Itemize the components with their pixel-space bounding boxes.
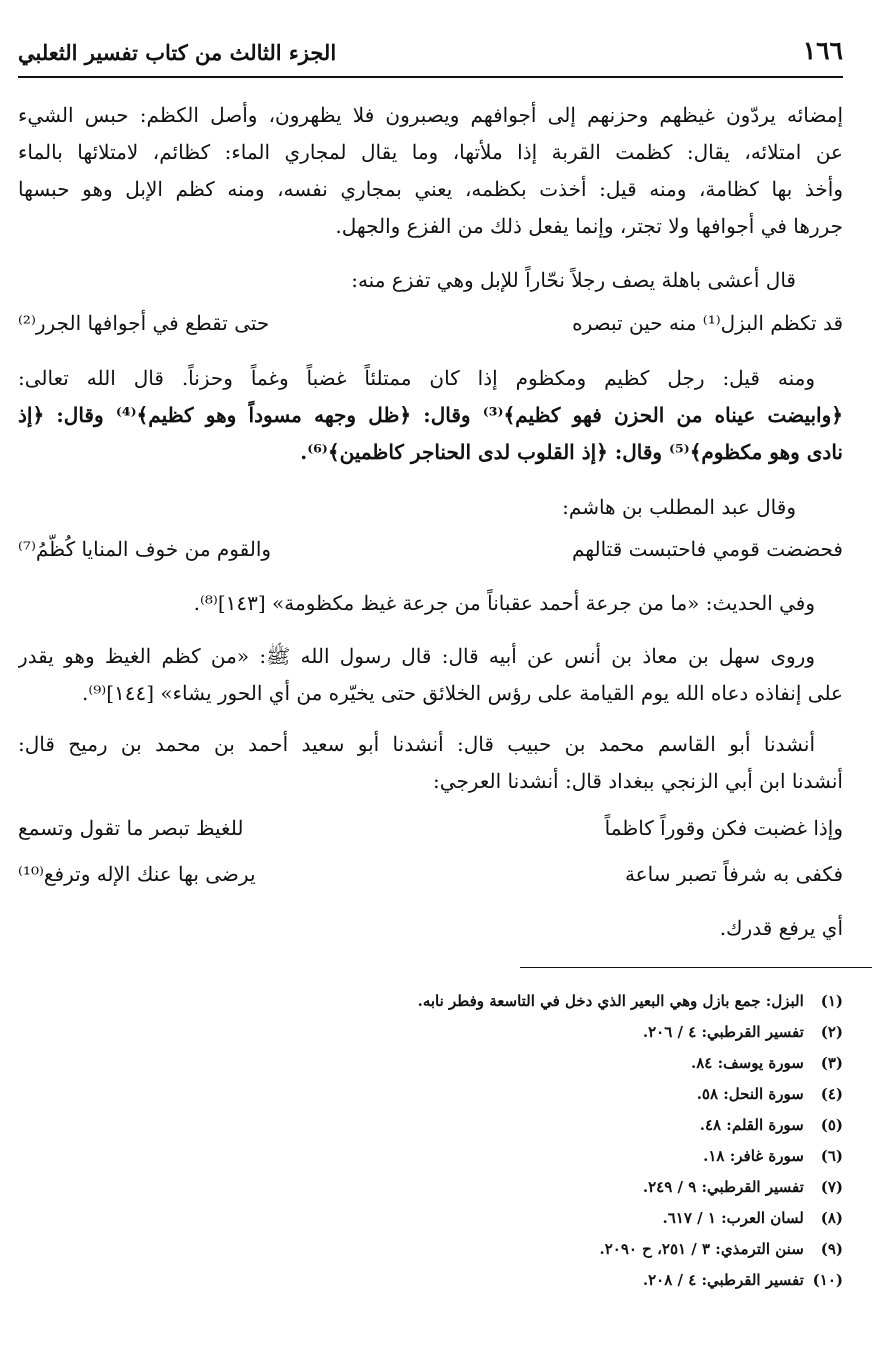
footnote-number: (٩) (820, 1240, 843, 1258)
text-line: ومنه قيل: رجل كظيم ومكظوم إذا كان ممتلئاً غضباً وغماً وحزناً. قال الله تعالى: (18, 366, 815, 390)
text-line: أنشدنا أبو القاسم محمد بن حبيب قال: أنشدنا أبو سعيد أحمد بن محمد بن رميح قال: (18, 732, 815, 756)
text-line: جررها في أجوافها ولا تجتر، وإنما يفعل ذلك من الفزع والجهل. (335, 214, 843, 238)
footnote-rule (520, 967, 872, 968)
footnote-text: لسان العرب: ١ / ٦١٧. (662, 1209, 804, 1227)
verse-3 (18, 816, 843, 853)
text-line: ﴿وابيضت عيناه من الحزن فهو كظيم﴾⁽³⁾ وقال: ﴿ظل وجهه مسوداً وهو كظيم﴾⁽⁴⁾ وقال: ﴿إذ (18, 403, 843, 427)
running-header (18, 36, 843, 76)
footnote-number: (٥) (820, 1116, 843, 1134)
footnote-text: تفسير القرطبي: ٩ / ٢٤٩. (642, 1178, 804, 1196)
text-line: نادى وهو مكظوم﴾⁽⁵⁾ وقال: ﴿إذ القلوب لدى الحناجر كاظمين﴾⁽⁶⁾. (300, 440, 843, 464)
footnote (243, 1265, 843, 1296)
verse-hemistich-right: فكفى به شرفاً تصبر ساعة (624, 862, 843, 886)
header-rule (18, 76, 843, 78)
text-line: وقال عبد المطلب بن هاشم: (562, 495, 796, 519)
footnote-number: (٣) (820, 1054, 843, 1072)
paragraph-4 (18, 489, 796, 526)
footnote-text: سورة غافر: ١٨. (703, 1147, 804, 1165)
footnote-text: تفسير القرطبي: ٤ / ٢٠٨. (642, 1271, 804, 1289)
text-line: وفي الحديث: «ما من جرعة أحمد عقباناً من جرعة غيظ مكظومة» [١٤٣]⁽⁸⁾. (193, 591, 815, 615)
footnote-number: (١) (820, 992, 843, 1010)
verse-hemistich-left: حتى تقطع في أجوافها الجرر⁽²⁾ (18, 311, 270, 335)
text-line: أي يرفع قدرك. (719, 916, 843, 940)
verse-hemistich-left: والقوم من خوف المنايا كُظّمُ⁽⁷⁾ (18, 537, 272, 561)
footnote-number: (١٠) (812, 1271, 843, 1289)
paragraph-8 (18, 910, 843, 947)
paragraph-2 (18, 262, 796, 299)
footnote (243, 1172, 843, 1203)
footnote-text: سورة النحل: ٥٨. (696, 1085, 804, 1103)
text-line: إمضائه يردّون غيظهم وحزنهم إلى أجوافهم ويصبرون فلا يظهرون، وأصل الكظم: حبس الشيء (18, 103, 843, 127)
text-line: أنشدنا ابن أبي الزنجي ببغداد قال: أنشدنا العرجي: (433, 769, 843, 793)
footnote-number: (٨) (820, 1209, 843, 1227)
paragraph-3 (18, 360, 843, 471)
footnote-number: (٧) (820, 1178, 843, 1196)
footnote (243, 1079, 843, 1110)
footnote (243, 1141, 843, 1172)
footnote-number: (٦) (820, 1147, 843, 1165)
text-line: عن امتلائه، يقال: كظمت القربة إذا ملأتها، وما يقال لمجاري الماء: كظائم، لامتلائها بالماء (18, 140, 843, 164)
text-line: وأخذ بها كظامة، ومنه قيل: أخذت بكظمه، يعني بمجاري نفسه، ومنه كظم الإبل وهو حبسها (18, 177, 843, 201)
text-line: قال أعشى باهلة يصف رجلاً نحّاراً للإبل وهي تفزع منه: (351, 268, 796, 292)
footnote-text: سورة يوسف: ٨٤. (690, 1054, 804, 1072)
verse-hemistich-left: يرضى بها عنك الإله وترفع⁽¹⁰⁾ (18, 862, 256, 886)
text-line: وروى سهل بن معاذ بن أنس عن أبيه قال: قال رسول الله ﷺ: «من كظم الغيظ وهو يقدر (18, 644, 815, 668)
footnote-number: (٢) (820, 1023, 843, 1041)
footnote (243, 1203, 843, 1234)
footnote (243, 1048, 843, 1079)
verse-4 (18, 862, 843, 899)
footnote (243, 1234, 843, 1265)
verse-2 (18, 537, 843, 574)
text-line: على إنفاذه دعاه الله يوم القيامة على رؤس الخلائق حتى يخيّره من أي الحور يشاء» [١٤٤]⁽⁹⁾. (81, 681, 843, 705)
footnote-number: (٤) (820, 1085, 843, 1103)
verse-hemistich-left: للغيظ تبصر ما تقول وتسمع (18, 816, 244, 840)
verse-hemistich-right: قد تكظم البزل⁽¹⁾ منه حين تبصره (572, 311, 843, 335)
footnote-text: البزل: جمع بازل وهي البعير الذي دخل في التاسعة وفطر نابه. (417, 992, 804, 1010)
paragraph-1 (18, 97, 843, 245)
footnotes (243, 986, 843, 1296)
paragraph-6 (18, 638, 843, 712)
paragraph-7 (18, 726, 843, 800)
footnote (243, 1110, 843, 1141)
footnote-text: سورة القلم: ٤٨. (699, 1116, 804, 1134)
footnote (243, 986, 843, 1017)
footnote-text: سنن الترمذي: ٣ / ٢٥١، ح ٢٠٩٠. (599, 1240, 804, 1258)
verse-hemistich-right: وإذا غضبت فكن وقوراً كاظماً (604, 816, 843, 840)
verse-hemistich-right: فحضضت قومي فاحتبست قتالهم (571, 537, 843, 561)
footnote-text: تفسير القرطبي: ٤ / ٢٠٦. (642, 1023, 804, 1041)
verse-1 (18, 311, 843, 348)
page-number: ١٦٦ (802, 36, 843, 65)
running-title: الجزء الثالث من كتاب تفسير الثعلبي (18, 40, 337, 65)
paragraph-5 (18, 585, 815, 622)
footnote (243, 1017, 843, 1048)
